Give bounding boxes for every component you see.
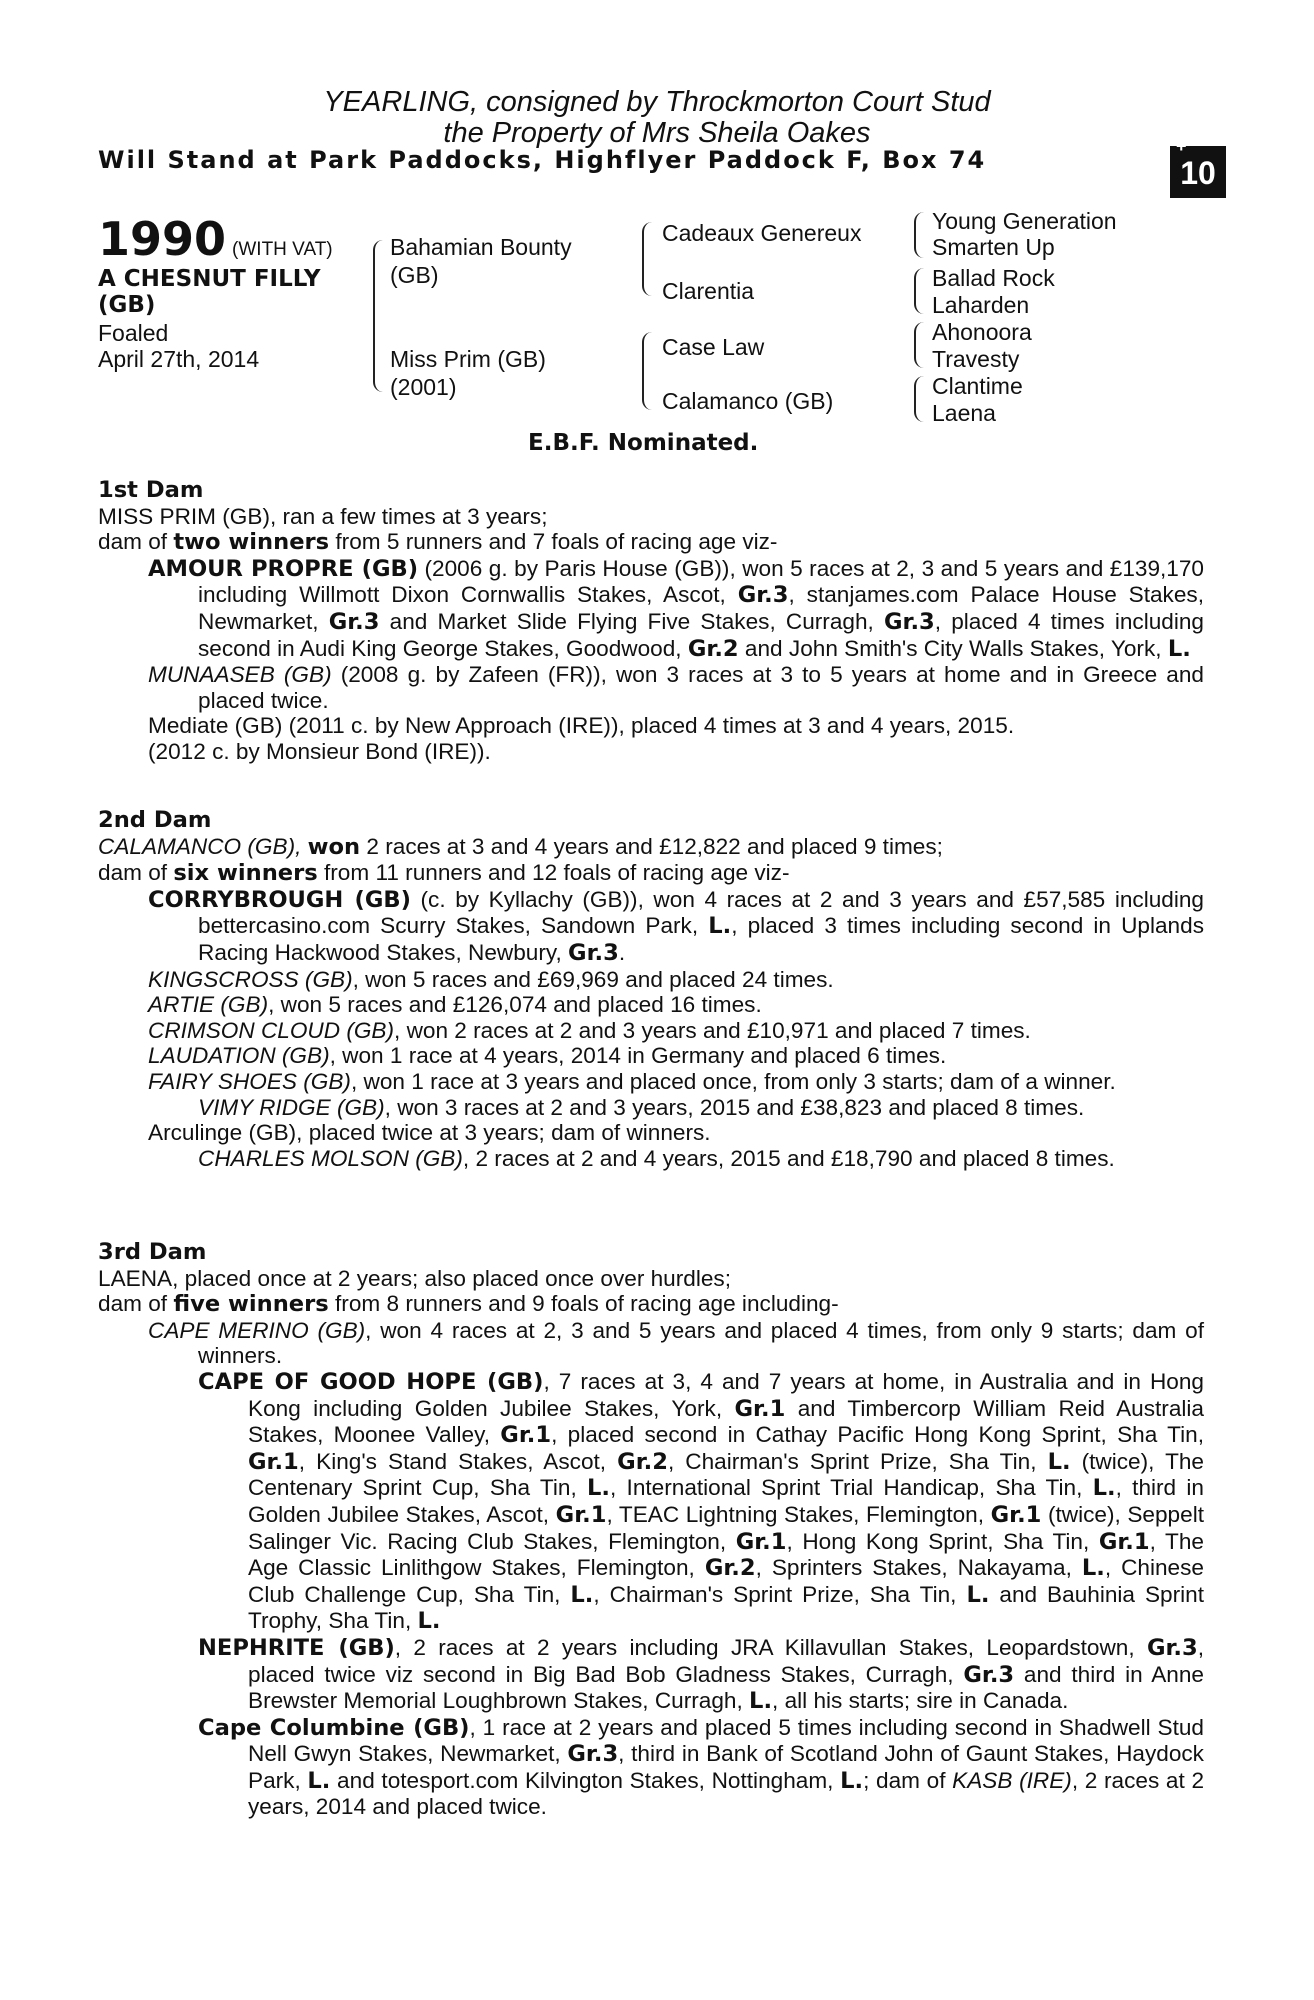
- third-dam-line-2: dam of five winners from 8 runners and 9 foals of racing age including-: [98, 1291, 839, 1318]
- ped-sdd: Laharden: [932, 292, 1030, 318]
- foaled-date: April 27th, 2014: [98, 346, 260, 372]
- header-line-2: the Property of Mrs Sheila Oakes: [443, 117, 871, 149]
- dam-year: (2001): [390, 374, 457, 400]
- entry-crimson-cloud: CRIMSON CLOUD (GB), won 2 races at 2 and 3 years and £10,971 and placed 7 times.: [148, 1017, 1031, 1043]
- sire-origin: (GB): [390, 262, 439, 288]
- dam-sire: Case Law: [662, 334, 765, 360]
- vat-label: (WITH VAT): [232, 239, 333, 260]
- entry-munaaseb: MUNAASEB (GB) (2008 g. by Zafeen (FR)), won 3 races at 3 to 5 years at home and in Greece and placed twice.: [148, 662, 1204, 713]
- second-dam-title: 2nd Dam: [98, 807, 212, 833]
- entry-charles-molson: CHARLES MOLSON (GB), 2 races at 2 and 4 years, 2015 and £18,790 and placed 8 times.: [198, 1145, 1115, 1171]
- ped-ddd: Laena: [932, 400, 996, 426]
- entry-2012-colt: (2012 c. by Monsieur Bond (IRE)).: [148, 738, 491, 764]
- ped-ssd: Smarten Up: [932, 234, 1055, 260]
- ped-dds: Clantime: [932, 373, 1023, 399]
- entry-corrybrough: CORRYBROUGH (GB) (c. by Kyllachy (GB)), won 4 races at 2 and 3 years and £57,585 including bettercasino.com Scurry Stakes, Sandown Park, L., placed 3 times including second in Uplands Racing Hackwood Stakes, Newbury, Gr.3.: [148, 886, 1204, 966]
- dam-dam: Calamanco (GB): [662, 388, 834, 414]
- brace-3d: [914, 376, 924, 422]
- sire-sire: Cadeaux Genereux: [662, 220, 862, 246]
- entry-cape-of-good-hope: CAPE OF GOOD HOPE (GB), 7 races at 3, 4 and 7 years at home, in Australia and in Hong Kong including Golden Jubilee Stakes, York, Gr.1 and Timbercorp William Reid Australia Stakes, Moonee Valley, Gr.1, placed second in Cathay Pacific Hong Kong Sprint, Sha Tin, Gr.1, King's Stand Stakes, Ascot, Gr.2, Chairman's Sprint Prize, Sha Tin, L. (twice), The Centenary Sprint Cup, Sha Tin, L., International Sprint Trial Handicap, Sha Tin, L., third in Golden Jubilee Stakes, Ascot, Gr.1, TEAC Lightning Stakes, Flemington, Gr.1 (twice), Seppelt Salinger Vic. Racing Club Stakes, Flemington, Gr.1, Hong Kong Sprint, Sha Tin, Gr.1, The Age Classic Linlithgow Stakes, Flemington, Gr.2, Sprinters Stakes, Nakayama, L., Chinese Club Challenge Cup, Sha Tin, L., Chairman's Sprint Prize, Sha Tin, L. and Bauhinia Sprint Trophy, Sha Tin, L.: [198, 1368, 1205, 1635]
- entry-cape-columbine: Cape Columbine (GB), 1 race at 2 years and placed 5 times including second in Shadwell Stud Nell Gwyn Stakes, Newmarket, Gr.3, third in Bank of Scotland John of Gaunt Stakes, Haydock Park, L. and totesport.com Kilvington Stakes, Nottingham, L.; dam of KASB (IRE), 2 races at 2 years, 2014 and placed twice.: [198, 1714, 1205, 1820]
- badge-plus: +: [1176, 136, 1187, 156]
- entry-vimy-ridge: VIMY RIDGE (GB), won 3 races at 2 and 3 years, 2015 and £38,823 and placed 8 times.: [198, 1094, 1085, 1120]
- second-dam-line-1: CALAMANCO (GB), won 2 races at 3 and 4 years and £12,822 and placed 9 times;: [98, 833, 943, 860]
- brace-1: [373, 240, 383, 392]
- brace-2a: [642, 222, 652, 296]
- sire-name: Bahamian Bounty: [390, 234, 572, 260]
- brace-3b: [914, 268, 924, 314]
- entry-mediate: Mediate (GB) (2011 c. by New Approach (IRE)), placed 4 times at 3 and 4 years, 2015.: [148, 713, 1015, 739]
- brace-3a: [914, 212, 924, 258]
- first-dam-line-2: dam of two winners from 5 runners and 7 foals of racing age viz-: [98, 529, 778, 556]
- brace-3c: [914, 322, 924, 368]
- entry-cape-merino: CAPE MERINO (GB), won 4 races at 2, 3 and 5 years and placed 4 times, from only 9 starts; dam of winners.: [148, 1317, 1204, 1369]
- entry-nephrite: NEPHRITE (GB), 2 races at 2 years including JRA Killavullan Stakes, Leopardstown, Gr.3, placed twice viz second in Big Bad Bob Gladness Stakes, Curragh, Gr.3 and third in Anne Brewster Memorial Loughbrown Stakes, Curragh, L., all his starts; sire in Canada.: [198, 1634, 1205, 1715]
- lot-badge: [1170, 136, 1226, 198]
- first-dam-title: 1st Dam: [98, 477, 204, 503]
- third-dam-title: 3rd Dam: [98, 1239, 207, 1265]
- entry-arculinge: Arculinge (GB), placed twice at 3 years; dam of winners.: [148, 1120, 711, 1146]
- entry-laudation: LAUDATION (GB), won 1 race at 4 years, 2014 in Germany and placed 6 times.: [148, 1043, 947, 1069]
- third-dam-section: [98, 1240, 1204, 1820]
- entry-fairy-shoes: FAIRY SHOES (GB), won 1 race at 3 years and placed once, from only 3 starts; dam of a winner.: [148, 1068, 1116, 1094]
- lot-desc-2: (GB): [98, 292, 156, 318]
- entry-kingscross: KINGSCROSS (GB), won 5 races and £69,969 and placed 24 times.: [148, 966, 834, 992]
- first-dam-section: [98, 478, 1204, 765]
- dam-name: Miss Prim (GB): [390, 346, 546, 372]
- sire-dam: Clarentia: [662, 278, 755, 304]
- lot-number-line: [98, 212, 333, 266]
- header-line-3: Will Stand at Park Paddocks, Highflyer Paddock F, Box 74: [98, 146, 987, 174]
- entry-artie: ARTIE (GB), won 5 races and £126,074 and placed 16 times.: [148, 992, 762, 1018]
- ped-sds: Ballad Rock: [932, 265, 1055, 291]
- first-dam-line-1: MISS PRIM (GB), ran a few times at 3 years;: [98, 503, 548, 529]
- entry-amour-propre: AMOUR PROPRE (GB) (2006 g. by Paris House (GB)), won 5 races at 2, 3 and 5 years and £139,170 including Willmott Dixon Cornwallis Stakes, Ascot, Gr.3, stanjames.com Palace House Stakes, Newmarket, Gr.3 and Market Slide Flying Five Stakes, Curragh, Gr.3, placed 4 times including second in Audi King George Stakes, Goodwood, Gr.2 and John Smith's City Walls Stakes, York, L.: [148, 555, 1204, 662]
- ped-dss: Ahonoora: [932, 319, 1032, 345]
- second-dam-line-2: dam of six winners from 11 runners and 12 foals of racing age viz-: [98, 860, 790, 887]
- lot-desc-1: A CHESNUT FILLY: [98, 266, 321, 292]
- second-dam-section: [98, 808, 1204, 1171]
- header-line-1: YEARLING, consigned by Throckmorton Court Stud: [323, 86, 991, 118]
- foaled-label: Foaled: [98, 320, 169, 346]
- lot-number: 1990: [98, 212, 227, 266]
- brace-2b: [642, 332, 652, 410]
- ped-sss: Young Generation: [932, 208, 1117, 234]
- third-dam-line-1: LAENA, placed once at 2 years; also placed once over hurdles;: [98, 1265, 732, 1291]
- ebf-nominated: E.B.F. Nominated.: [528, 430, 759, 456]
- badge-number: 10: [1180, 155, 1216, 191]
- ped-dsd: Travesty: [932, 346, 1020, 372]
